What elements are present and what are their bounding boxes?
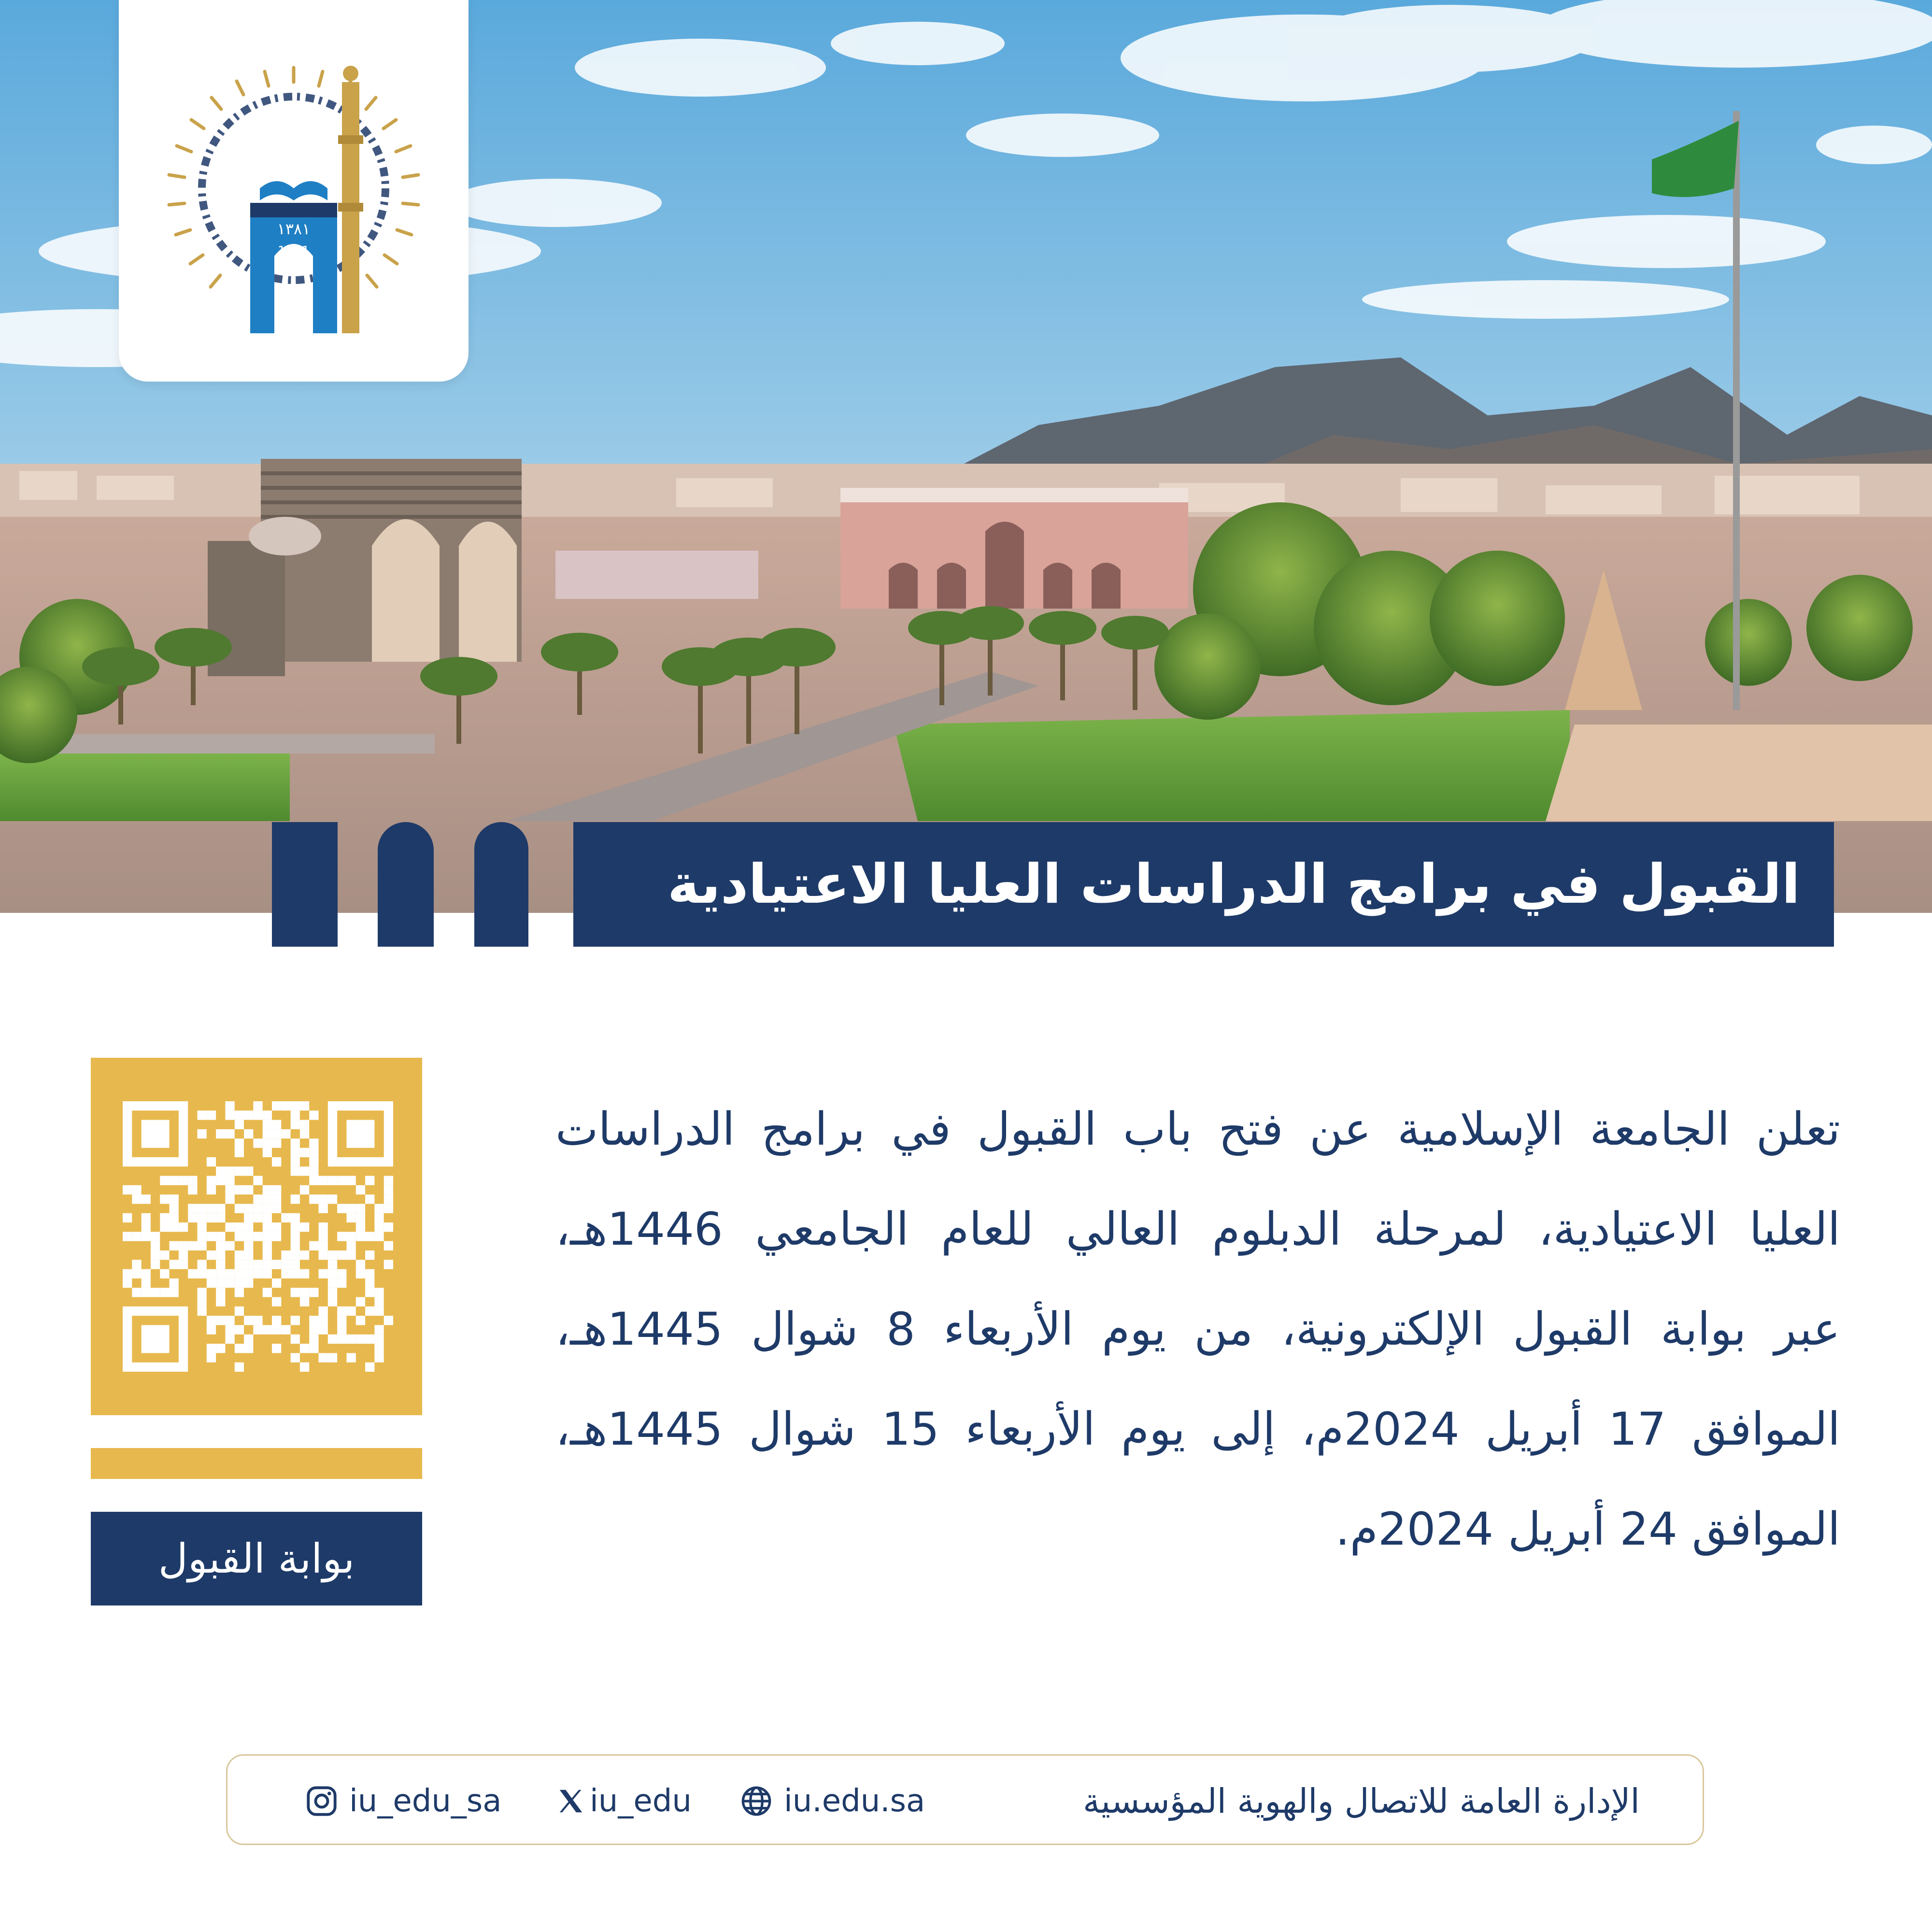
qr-code[interactable] bbox=[123, 1101, 393, 1372]
announcement-line: تعلن الجامعة الإسلامية عن فتح باب القبول في برامج الدراسات bbox=[555, 1103, 1840, 1156]
svg-text:١٣٨١: ١٣٨١ bbox=[277, 220, 311, 238]
announcement-line: العليا الاعتيادية، لمرحلة الدبلوم العالي للعام الجامعي 1446هـ، bbox=[555, 1203, 1840, 1256]
x-logo-icon bbox=[556, 1786, 586, 1816]
instagram-handle: iu_edu_sa bbox=[349, 1783, 502, 1819]
instagram-link[interactable] bbox=[305, 1756, 501, 1847]
website-link[interactable] bbox=[739, 1756, 925, 1847]
decor-pillar-2 bbox=[378, 822, 434, 947]
instagram-icon bbox=[305, 1784, 339, 1818]
department-name: الإدارة العامة للاتصال والهوية المؤسسية bbox=[1082, 1781, 1640, 1821]
footer-contact-bar bbox=[226, 1754, 1704, 1845]
globe-icon bbox=[739, 1784, 773, 1818]
announcement-line: الموافق 24 أبريل 2024م. bbox=[1335, 1503, 1840, 1556]
decor-pillar-3 bbox=[474, 822, 528, 947]
university-logo-icon bbox=[119, 0, 469, 382]
announcement-text bbox=[555, 1080, 1840, 1579]
website-url: iu.edu.sa bbox=[784, 1783, 925, 1819]
gold-divider-bar bbox=[91, 1448, 422, 1479]
title-banner bbox=[573, 822, 1834, 947]
announcement-line: الموافق 17 أبريل 2024م، إلى يوم الأربعاء 15 شوال 1445هـ، bbox=[555, 1403, 1840, 1456]
admission-portal-label: بوابة القبول bbox=[158, 1535, 355, 1582]
decor-pillar-1 bbox=[272, 822, 338, 947]
svg-text:1961: 1961 bbox=[277, 244, 310, 258]
logo-card bbox=[119, 0, 469, 382]
qr-code-panel[interactable] bbox=[91, 1058, 422, 1415]
admission-portal-button[interactable] bbox=[91, 1512, 422, 1605]
announcement-line: عبر بوابة القبول الإلكترونية، من يوم الأربعاء 8 شوال 1445هـ، bbox=[555, 1303, 1840, 1356]
x-link[interactable] bbox=[556, 1756, 692, 1847]
page-title: القبول في برامج الدراسات العليا الاعتيادية bbox=[667, 853, 1800, 916]
x-handle: iu_edu bbox=[590, 1783, 692, 1819]
